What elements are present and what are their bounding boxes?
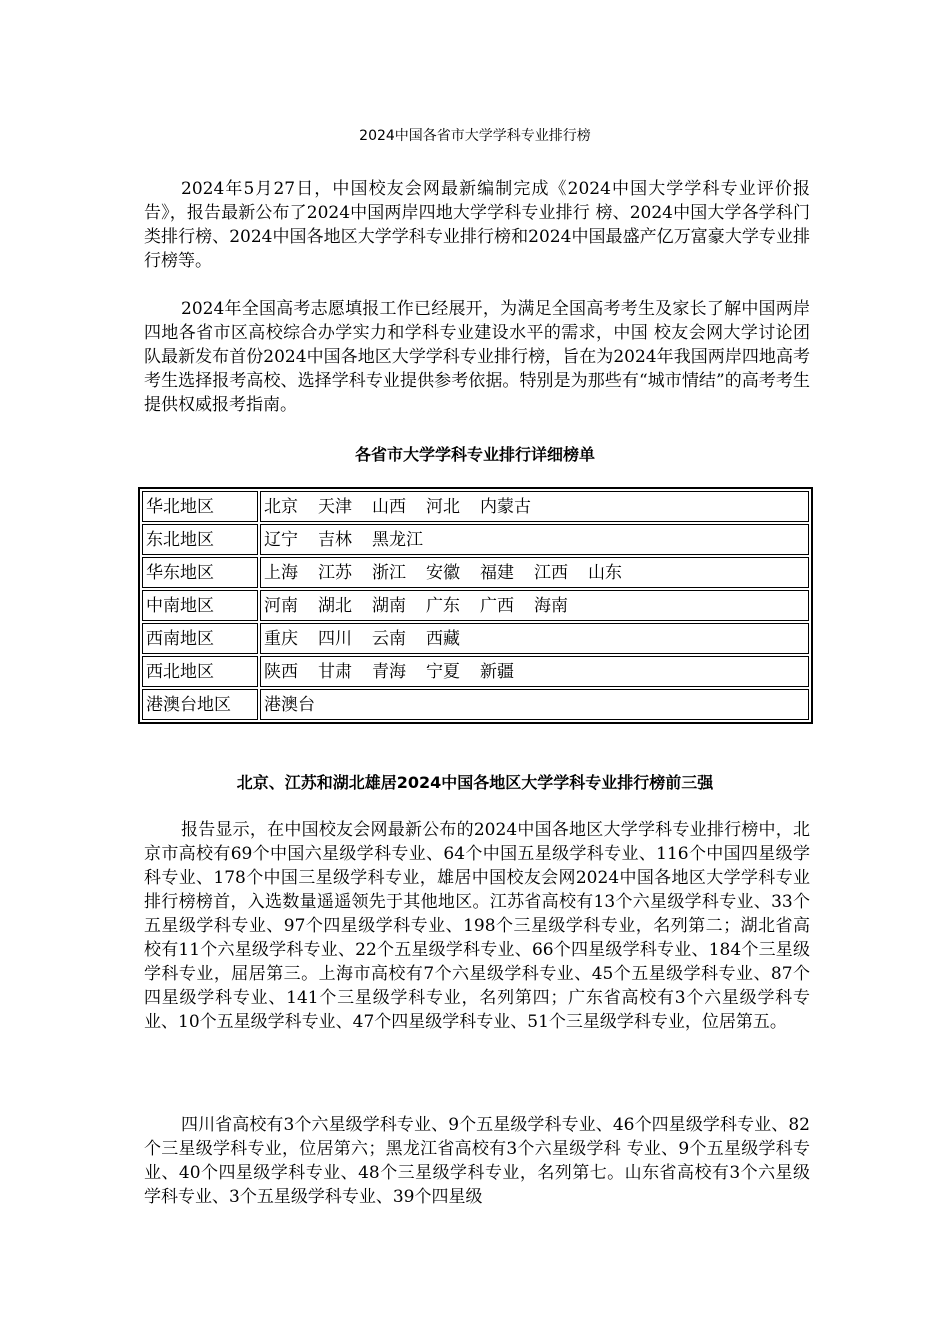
province-name: 福建 (480, 562, 514, 583)
province-name: 港澳台 (264, 694, 315, 715)
province-name: 宁夏 (426, 661, 460, 682)
intro-paragraph-1: 2024年5月27日，中国校友会网最新编制完成《2024中国大学学科专业评价报告》，报告最新公布了2024中国两岸四地大学学科专业排行 榜、2024中国大学各学科门类排行榜、2024中国各地区大学学科专业排行榜和2024中国最盛产亿万富豪大学专业排行榜等。 (144, 179, 810, 271)
province-name: 山西 (372, 496, 406, 517)
table-row (142, 557, 809, 588)
region-table (138, 487, 813, 724)
table-heading: 各省市大学学科专业排行详细榜单 (354, 445, 595, 464)
table-row (142, 524, 809, 555)
province-name: 北京 (264, 496, 298, 517)
body-paragraph-2: 四川省高校有3个六星级学科专业、9个五星级学科专业、46个四星级学科专业、82个三星级学科专业，位居第六；黑龙江省高校有3个六星级学科 专业、9个五星级学科专业、40个四星级学科专业、48个三星级学科专业，名列第七。山东省高校有3个六星级学科专业、3个五星级学科专业、39个四星级 (144, 1115, 810, 1207)
province-name: 云南 (372, 628, 406, 649)
province-name: 广东 (426, 595, 460, 616)
province-name: 江苏 (318, 562, 352, 583)
province-name: 广西 (480, 595, 514, 616)
province-list (260, 557, 809, 588)
province-name: 重庆 (264, 628, 298, 649)
region-name: 港澳台地区 (142, 689, 258, 720)
region-name: 西南地区 (142, 623, 258, 654)
province-name: 湖南 (372, 595, 406, 616)
province-list (260, 689, 809, 720)
body-paragraph-1: 报告显示，在中国校友会网最新公布的2024中国各地区大学学科专业排行榜中，北京市高校有69个中国六星级学科专业、64个中国五星级学科专业、116个中国四星级学科专业、178个中国三星级学科专业，雄居中国校友会网2024中国各地区大学学科专业排行榜榜首，入选数量遥遥领先于其他地区。江苏省高校有13个六星级学科专业、33个五星级学科专业、97个四星级学科专业、198个三星级学科专业，名列第二；湖北省高校有11个六星级学科专业、22个五星级学科专业、66个四星级学科专业、184个三星级学科专业，屈居第三。上海市高校有7个六星级学科专业、45个五星级学科专业、87个四星级学科专业、141个三星级学科专业，名列第四；广东省高校有3个六星级学科专业、10个五星级学科专业、47个四星级学科专业、51个三星级学科专业，位居第五。 (144, 820, 810, 1032)
province-list (260, 524, 809, 555)
region-name: 东北地区 (142, 524, 258, 555)
province-name: 江西 (534, 562, 568, 583)
province-name: 陕西 (264, 661, 298, 682)
document-title: 2024中国各省市大学学科专业排行榜 (359, 128, 591, 144)
province-name: 黑龙江 (372, 529, 423, 550)
province-name: 内蒙古 (480, 496, 531, 517)
province-name: 浙江 (372, 562, 406, 583)
region-name: 华北地区 (142, 491, 258, 522)
region-name: 中南地区 (142, 590, 258, 621)
province-name: 新疆 (480, 661, 514, 682)
table-row (142, 491, 809, 522)
province-list (260, 623, 809, 654)
province-name: 河南 (264, 595, 298, 616)
section-heading: 北京、江苏和湖北雄居2024中国各地区大学学科专业排行榜前三强 (236, 773, 714, 792)
province-name: 上海 (264, 562, 298, 583)
province-name: 甘肃 (318, 661, 352, 682)
table-row (142, 590, 809, 621)
province-name: 四川 (318, 628, 352, 649)
province-name: 吉林 (318, 529, 352, 550)
province-name: 河北 (426, 496, 460, 517)
table-row (142, 656, 809, 687)
province-name: 山东 (588, 562, 622, 583)
province-name: 天津 (318, 496, 352, 517)
province-name: 西藏 (426, 628, 460, 649)
province-name: 湖北 (318, 595, 352, 616)
province-name: 青海 (372, 661, 406, 682)
province-list (260, 590, 809, 621)
province-name: 海南 (534, 595, 568, 616)
intro-paragraph-2: 2024年全国高考志愿填报工作已经展开，为满足全国高考考生及家长了解中国两岸四地各省市区高校综合办学实力和学科专业建设水平的需求，中国 校友会网大学讨论团队最新发布首份2024中国各地区大学学科专业排行榜，旨在为2024年我国两岸四地高考考生选择报考高校、选择学科专业提供参考依据。特别是为那些有“城市情结”的高考考生提供权威报考指南。 (144, 299, 810, 415)
province-list (260, 656, 809, 687)
region-name: 西北地区 (142, 656, 258, 687)
region-name: 华东地区 (142, 557, 258, 588)
province-name: 安徽 (426, 562, 460, 583)
province-name: 辽宁 (264, 529, 298, 550)
province-list (260, 491, 809, 522)
table-row (142, 623, 809, 654)
table-row (142, 689, 809, 720)
